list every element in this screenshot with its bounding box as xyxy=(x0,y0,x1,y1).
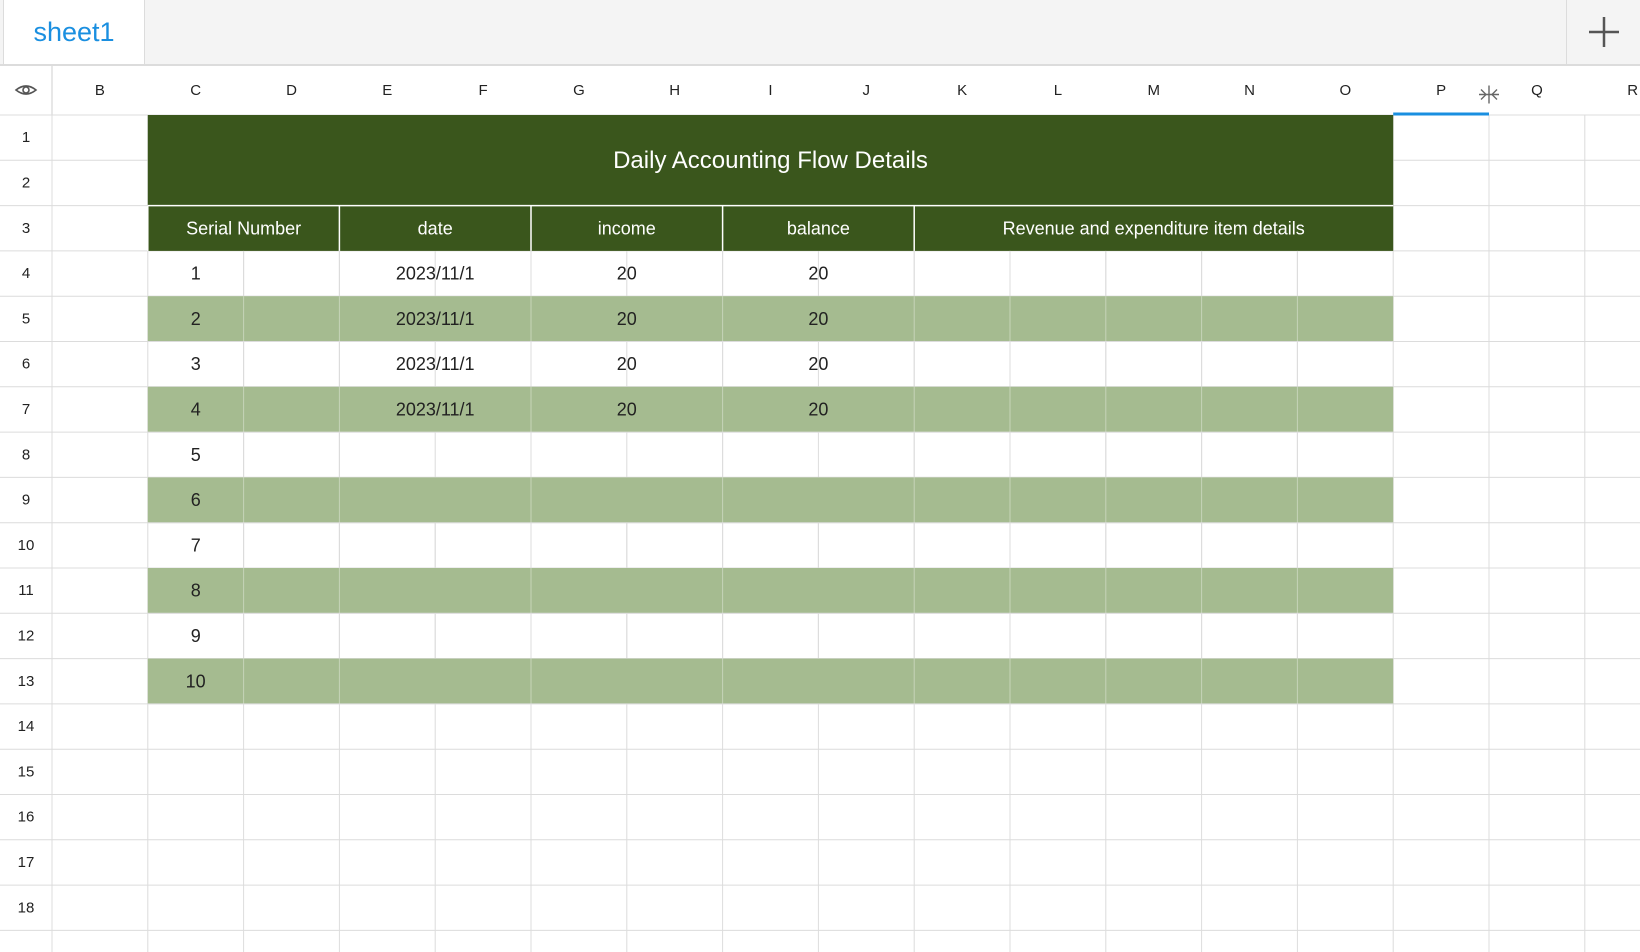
row-header-13[interactable]: 13 xyxy=(17,672,35,690)
header-balance[interactable]: balance xyxy=(786,218,850,239)
column-header-h[interactable]: H xyxy=(669,82,681,99)
row-header-11[interactable]: 11 xyxy=(18,582,34,600)
table-row-band xyxy=(148,477,1393,522)
table-row-band xyxy=(148,387,1393,432)
cell-income[interactable]: 20 xyxy=(616,399,637,420)
column-header-bar xyxy=(0,66,1640,115)
column-header-o[interactable]: O xyxy=(1339,82,1352,99)
row-header-1[interactable]: 1 xyxy=(21,129,31,147)
row-header-6[interactable]: 6 xyxy=(21,355,31,373)
row-header-10[interactable]: 10 xyxy=(17,536,35,554)
cell-date[interactable]: 2023/11/1 xyxy=(395,308,475,329)
column-header-q[interactable]: Q xyxy=(1531,82,1543,99)
column-header-d[interactable]: D xyxy=(286,82,297,99)
column-header-r[interactable]: R xyxy=(1627,82,1639,99)
column-header-n[interactable]: N xyxy=(1244,82,1255,99)
table-row-band xyxy=(148,296,1393,341)
add-sheet-button[interactable] xyxy=(1566,0,1640,64)
cell-date[interactable]: 2023/11/1 xyxy=(395,263,475,284)
column-header-p[interactable]: P xyxy=(1436,82,1447,99)
cell-balance[interactable]: 20 xyxy=(808,354,829,375)
header-serial[interactable]: Serial Number xyxy=(186,218,302,239)
spreadsheet-grid[interactable] xyxy=(0,66,1640,952)
cell-income[interactable]: 20 xyxy=(616,308,637,329)
cell-balance[interactable]: 20 xyxy=(808,399,829,420)
cell-serial[interactable]: 2 xyxy=(190,308,201,329)
sheet-tab-sheet1[interactable] xyxy=(3,0,145,64)
row-header-12[interactable]: 12 xyxy=(17,627,35,645)
column-header-b[interactable]: B xyxy=(94,82,105,99)
row-header-5[interactable]: 5 xyxy=(21,310,31,328)
table-row-band xyxy=(148,568,1393,613)
sheet-tab-label: sheet1 xyxy=(33,16,115,47)
cell-serial[interactable]: 8 xyxy=(190,580,201,601)
column-header-m[interactable]: M xyxy=(1147,82,1160,99)
table-row-band xyxy=(148,659,1393,704)
row-header-2[interactable]: 2 xyxy=(21,174,31,192)
cell-serial[interactable]: 5 xyxy=(190,444,201,465)
table-title: Daily Accounting Flow Details xyxy=(613,146,928,174)
column-header-k[interactable]: K xyxy=(957,82,968,99)
cell-serial[interactable]: 9 xyxy=(190,625,201,646)
row-header-8[interactable]: 8 xyxy=(21,446,31,464)
cell-serial[interactable]: 1 xyxy=(190,263,201,284)
row-header-16[interactable]: 16 xyxy=(17,808,35,826)
column-header-c[interactable]: C xyxy=(190,82,202,99)
row-header-3[interactable]: 3 xyxy=(21,219,31,237)
cell-date[interactable]: 2023/11/1 xyxy=(395,354,475,375)
cell-serial[interactable]: 3 xyxy=(190,354,201,375)
row-header-17[interactable]: 17 xyxy=(17,853,35,871)
cell-date[interactable]: 2023/11/1 xyxy=(395,399,475,420)
cell-income[interactable]: 20 xyxy=(616,263,637,284)
column-header-g[interactable]: G xyxy=(573,82,585,99)
row-header-7[interactable]: 7 xyxy=(21,400,31,418)
row-header-4[interactable]: 4 xyxy=(21,265,31,283)
cell-serial[interactable]: 10 xyxy=(185,671,206,692)
cell-serial[interactable]: 6 xyxy=(190,490,201,511)
cell-balance[interactable]: 20 xyxy=(808,263,829,284)
row-header-14[interactable]: 14 xyxy=(17,718,35,736)
cell-serial[interactable]: 4 xyxy=(190,399,201,420)
sheet-tab-bar xyxy=(0,0,1640,66)
header-income[interactable]: income xyxy=(597,218,656,239)
column-header-l[interactable]: L xyxy=(1053,82,1063,99)
header-details[interactable]: Revenue and expenditure item details xyxy=(1002,218,1305,239)
column-header-e[interactable]: E xyxy=(382,82,393,99)
plus-icon xyxy=(1587,15,1621,49)
row-header-18[interactable]: 18 xyxy=(17,899,35,917)
row-header-9[interactable]: 9 xyxy=(21,491,31,509)
cell-balance[interactable]: 20 xyxy=(808,308,829,329)
cell-serial[interactable]: 7 xyxy=(190,535,201,556)
column-header-f[interactable]: F xyxy=(478,82,488,99)
row-header-15[interactable]: 15 xyxy=(17,763,35,781)
column-header-i[interactable]: I xyxy=(768,82,773,99)
header-date[interactable]: date xyxy=(417,218,453,239)
cell-income[interactable]: 20 xyxy=(616,354,637,375)
column-header-j[interactable]: J xyxy=(862,82,871,99)
